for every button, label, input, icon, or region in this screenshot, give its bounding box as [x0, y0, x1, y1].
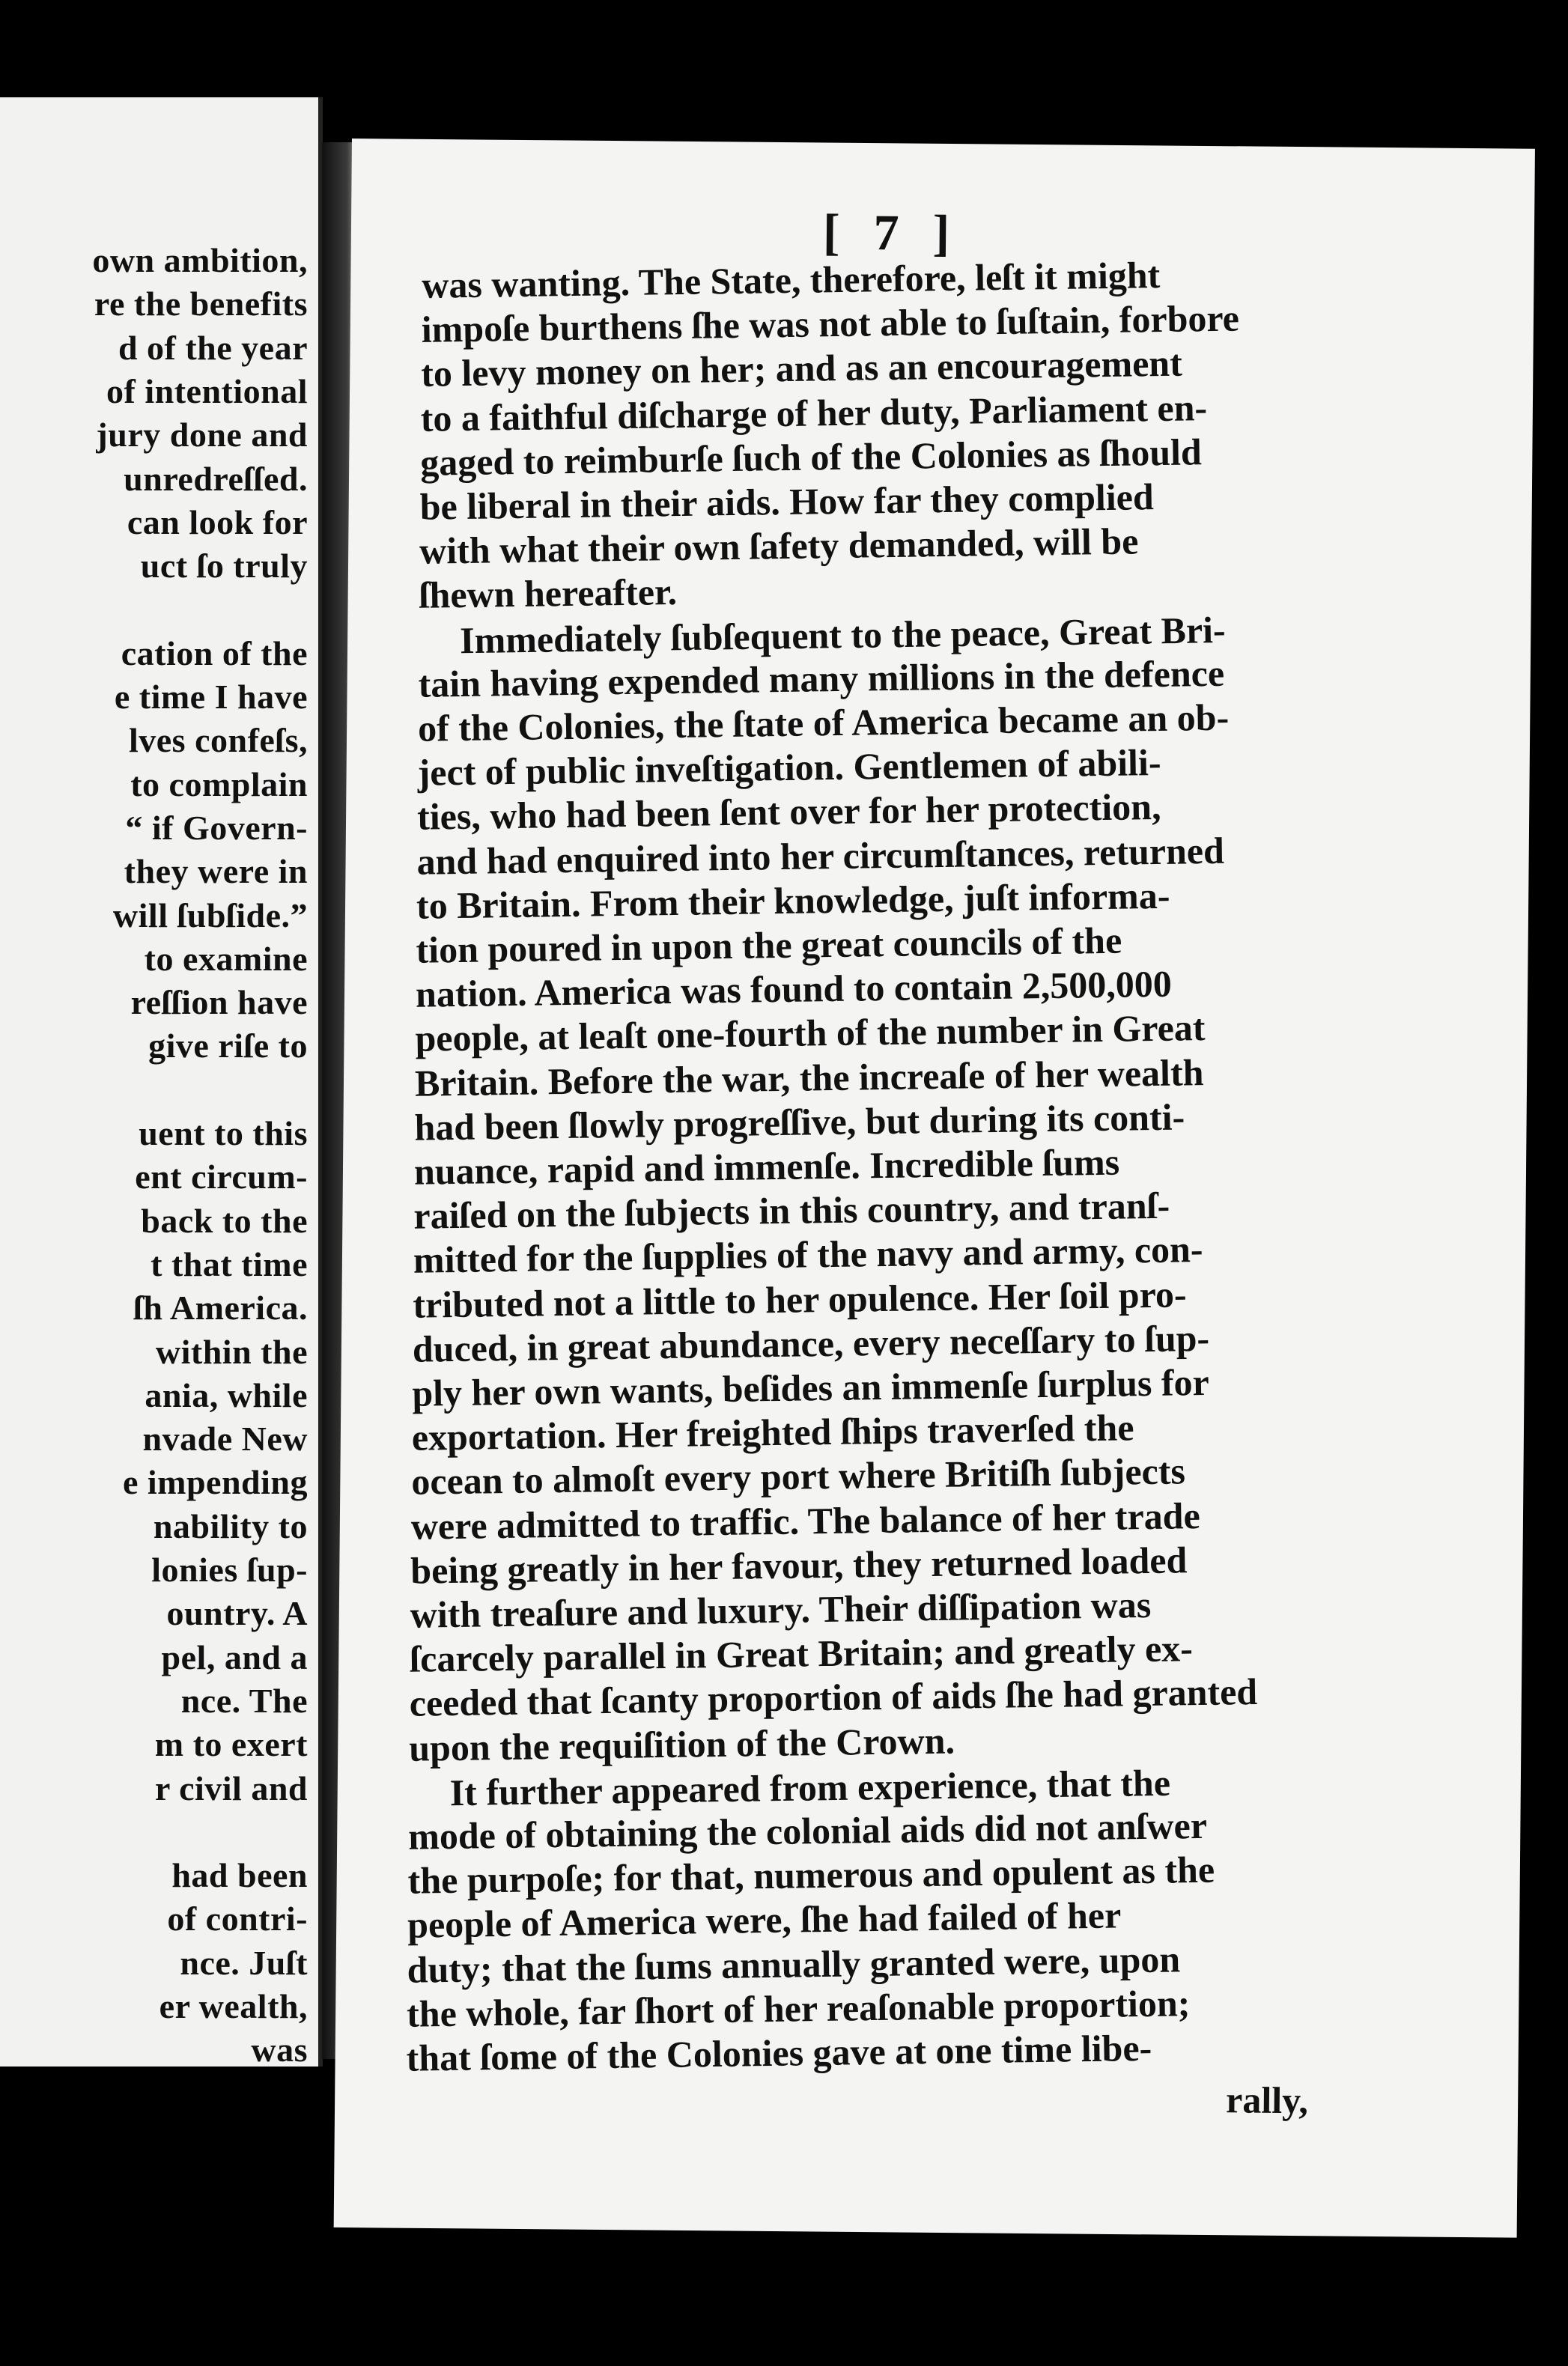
text-line: people of America were, ſhe had failed of her [407, 1894, 1122, 1947]
text-line: to a faithful diſcharge of her duty, Parliament en- [420, 386, 1208, 440]
left-page [0, 97, 323, 2067]
text-line: tain having expended many millions in the defence [418, 651, 1225, 705]
text-line: nuance, rapid and immenſe. Incredible ſums [413, 1140, 1120, 1193]
left-page-line: r civil and [154, 1769, 308, 1807]
left-page-line: give riſe to [148, 1027, 308, 1065]
left-page-line: nability to [153, 1506, 308, 1545]
left-page-line: uct ſo truly [140, 547, 308, 586]
text-line: the whole, far ſhort of her reaſonable proportion; [406, 1981, 1191, 2035]
left-page-line: lves confeſs, [128, 721, 308, 760]
text-line: It further appeared from experience, that the [449, 1761, 1171, 1814]
left-page-line: e impending [122, 1463, 308, 1502]
text-line: and had enquired into her circumſtances, returned [416, 829, 1225, 883]
text-line: mode of obtaining the colonial aids did not anſwer [407, 1804, 1208, 1858]
right-page [334, 139, 1535, 2238]
left-page-line: to examine [144, 939, 308, 978]
left-page-line: to complain [130, 764, 308, 803]
left-page-line: of intentional [106, 371, 308, 410]
left-page-line: within the [155, 1332, 308, 1371]
text-line: to Britain. From their knowledge, juſt informa- [416, 874, 1170, 927]
left-page-line: ent circum- [135, 1158, 308, 1196]
text-line: ceeded that ſcanty proportion of aids ſhe had granted [409, 1670, 1258, 1725]
left-page-line: was [251, 2031, 308, 2067]
left-page-line: back to the [141, 1201, 308, 1240]
text-line: tributed not a little to her opulence. Her ſoil pro- [413, 1272, 1187, 1326]
text-line: the purpoſe; for that, numerous and opulent as the [407, 1848, 1215, 1902]
left-page-line: they were in [124, 852, 308, 891]
left-page-line: pel, and a [161, 1637, 308, 1676]
left-page-line: t that time [151, 1244, 308, 1283]
left-page-line: uent to this [139, 1114, 308, 1152]
text-line: with treaſure and luxury. Their diſſipation was [410, 1583, 1152, 1636]
page-number: [ 7 ] [822, 203, 961, 262]
text-line: was wanting. The State, therefore, leſt it might [421, 254, 1161, 306]
text-line: raiſed on the ſubjects in this country, and tranſ- [413, 1184, 1170, 1237]
text-line: duced, in great abundance, every neceſſary to ſup- [412, 1316, 1210, 1370]
text-line: be liberal in their aids. How far they complied [419, 475, 1155, 528]
text-line: had been ſlowly progreſſive, but during its conti- [414, 1095, 1185, 1149]
left-page-line: of contri- [167, 1900, 308, 1938]
text-line: nation. America was found to contain 2,500,000 [415, 962, 1173, 1015]
text-line: people, at leaſt one-fourth of the number in Great [415, 1006, 1206, 1060]
text-line: that ſome of the Colonies gave at one time libe- [406, 2026, 1152, 2079]
text-line: of the Colonies, the ſtate of America became an ob- [417, 696, 1230, 749]
text-line: duty; that the ſums annually granted were, upon [407, 1937, 1181, 1991]
left-page-line: ania, while [145, 1375, 308, 1414]
text-line: tion poured in upon the great councils of the [416, 919, 1122, 971]
left-page-line: unredreſſed. [124, 459, 308, 498]
left-page-line: m to exert [154, 1725, 308, 1764]
left-page-line: “ if Govern- [125, 808, 308, 847]
text-line: ſhewn hereafter. [419, 571, 678, 617]
left-page-line: had been [171, 1856, 308, 1895]
left-page-line: cation of the [121, 633, 308, 672]
text-line: being greatly in her favour, they returned loaded [410, 1539, 1188, 1592]
text-line: impoſe burthens ſhe was not able to ſuſtain, forbore [421, 296, 1240, 351]
left-page-line: nce. The [180, 1681, 308, 1720]
text-line: ocean to almoſt every port where Britiſh ſubjects [410, 1450, 1186, 1503]
left-page-line: jury done and [96, 416, 308, 454]
left-page-line: d of the year [118, 328, 308, 367]
text-line: to levy money on her; and as an encouragement [420, 342, 1183, 395]
text-line: exportation. Her freighted ſhips traverſed the [411, 1406, 1134, 1459]
catchword: rally, [1225, 2078, 1309, 2122]
text-line: gaged to reimburſe ſuch of the Colonies as ſhould [419, 431, 1203, 484]
left-page-line: will ſubſide.” [112, 895, 308, 934]
left-page-line: can look for [127, 502, 308, 541]
text-line: Britain. Before the war, the increaſe of her wealth [414, 1050, 1204, 1104]
left-page-line: e time I have [114, 678, 308, 716]
text-line: upon the requiſition of the Crown. [408, 1719, 955, 1769]
text-line: ties, who had been ſent over for her protection, [416, 785, 1161, 839]
text-line: ply her own wants, beſides an immenſe ſurplus for [411, 1360, 1210, 1414]
left-page-line: ſh America. [133, 1289, 308, 1328]
text-line: Immediately ſubſequent to the peace, Great Bri- [459, 608, 1226, 661]
left-page-line: re the benefits [94, 285, 308, 323]
left-page-line: reſſion have [130, 983, 308, 1022]
text-line: mitted for the ſupplies of the navy and army, con- [413, 1228, 1203, 1282]
text-line: with what their own ſafety demanded, will be [419, 520, 1139, 572]
left-page-line: nvade New [142, 1420, 308, 1459]
left-page-line: er wealth, [159, 1987, 308, 2025]
left-page-line: ountry. A [166, 1594, 308, 1633]
left-page-line: lonies ſup- [151, 1551, 308, 1589]
text-line: ſcarcely parallel in Great Britain; and greatly ex- [409, 1627, 1194, 1680]
text-line: ject of public inveſtigation. Gentlemen of abili- [417, 741, 1161, 794]
left-page-line: own ambition, [92, 241, 308, 279]
text-line: were admitted to traffic. The balance of her trade [410, 1494, 1201, 1548]
left-page-line: nce. Juſt [180, 1943, 308, 1982]
